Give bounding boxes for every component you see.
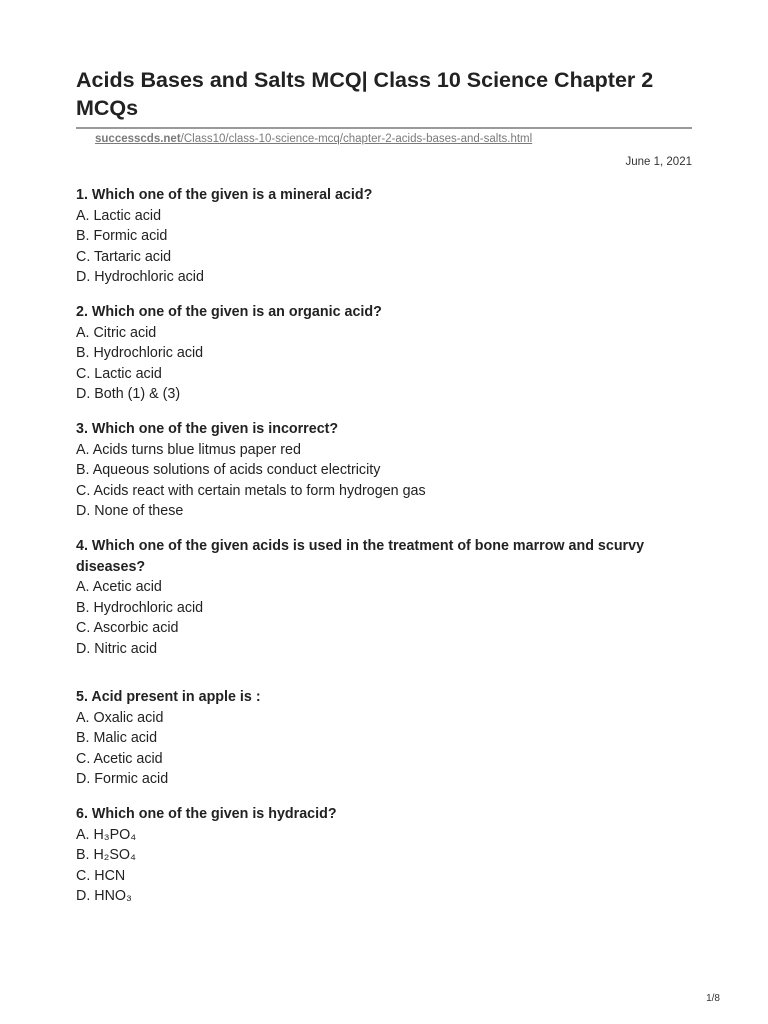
option-d: D. HNO₃ [76, 888, 132, 904]
option-a: A. Oxalic acid [76, 709, 164, 726]
option-c: C. Lactic acid [76, 365, 162, 382]
option-b: B. Malic acid [76, 730, 158, 746]
option-a: A. Lactic acid [76, 207, 162, 224]
question-text: 6. Which one of the given is hydracid? [76, 806, 337, 822]
question-text: 5. Acid present in apple is : [76, 689, 261, 705]
page-title: Acids Bases and Salts MCQ| Class 10 Science Chapter 2 MCQs [76, 68, 654, 120]
option-d: D. Both (1) & (3) [76, 386, 181, 402]
question-text: 2. Which one of the given is an organic acid? [76, 304, 382, 320]
option-c: C. HCN [76, 867, 126, 884]
option-c: C. Ascorbic acid [76, 620, 179, 636]
question-text: 3. Which one of the given is incorrect? [76, 421, 339, 437]
option-b: B. Formic acid [76, 228, 168, 244]
source-domain[interactable]: successcds.net [95, 133, 181, 145]
source-path[interactable]: /Class10/class-10-science-mcq/chapter-2-acids-bases-and-salts.html [180, 133, 533, 145]
option-d: D. Hydrochloric acid [76, 269, 204, 285]
option-d: D. None of these [76, 503, 184, 519]
option-a: A. Acids turns blue litmus paper red [76, 441, 301, 458]
question-2 [76, 302, 696, 405]
question-text: 1. Which one of the given is a mineral acid? [76, 187, 373, 203]
title-divider [76, 127, 692, 129]
option-a: A. Citric acid [76, 324, 157, 341]
option-c: C. Tartaric acid [76, 248, 172, 265]
option-d: D. Formic acid [76, 771, 169, 787]
question-6 [76, 804, 696, 907]
option-b: B. H₂SO₄ [76, 847, 136, 863]
option-c: C. Acids react with certain metals to form hydrogen gas [76, 482, 426, 499]
option-b: B. Hydrochloric acid [76, 599, 204, 616]
option-b: B. Aqueous solutions of acids conduct electricity [76, 462, 381, 478]
source-url-link[interactable] [95, 133, 532, 145]
option-c: C. Acetic acid [76, 750, 163, 767]
option-a: A. Acetic acid [76, 579, 162, 595]
option-d: D. Nitric acid [76, 640, 158, 657]
publish-date: June 1, 2021 [625, 156, 692, 168]
question-1 [76, 185, 696, 288]
option-a: A. H₃PO₄ [76, 826, 137, 843]
question-3 [76, 419, 696, 522]
page-number: 1/8 [706, 993, 720, 1004]
option-b: B. Hydrochloric acid [76, 345, 204, 361]
question-5 [76, 687, 696, 790]
question-4 [76, 536, 696, 659]
question-text: 4. Which one of the given acids is used in the treatment of bone marrow and scurvy diseases? [76, 538, 645, 575]
